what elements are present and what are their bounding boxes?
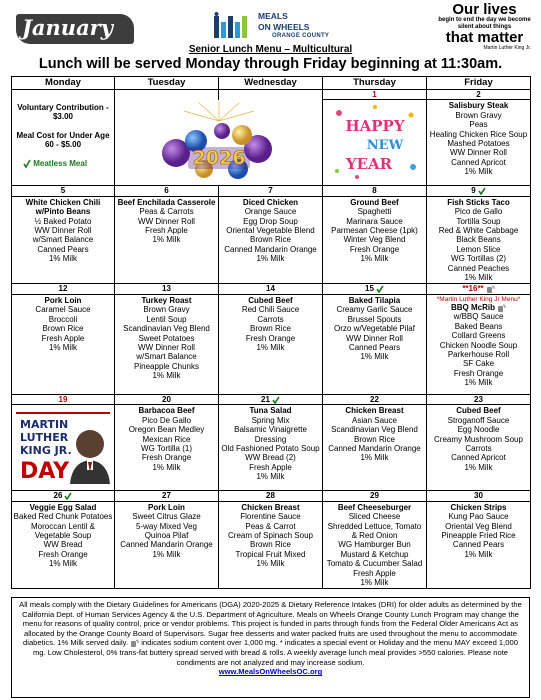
menu-item: Carrots <box>257 314 284 324</box>
mlk-menu-note: *Martin Luther King Jr Menu* <box>436 295 521 303</box>
menu-items <box>428 207 529 282</box>
menu-item: 1% Milk <box>48 559 77 569</box>
quote-line-3: that matter <box>445 29 524 46</box>
menu-item: Parkerhouse Roll <box>447 349 510 359</box>
menu-item: WW Dinner Roll <box>450 148 507 158</box>
menu-item: Orzo w/Vegetable Pilaf <box>334 324 415 334</box>
entree-name: Baked Tilapia <box>348 295 401 305</box>
menu-item: Peas <box>469 120 488 130</box>
menu-item: Egg Noodle <box>457 425 500 435</box>
menu-item: 1% Milk <box>256 559 285 569</box>
menu-cell <box>427 294 531 394</box>
menu-item: Balsamic Vinaigrette Dressing <box>234 425 307 444</box>
menu-item: Canned Apricot <box>451 453 506 463</box>
menu-items <box>324 512 425 587</box>
week-3-dates <box>12 284 531 294</box>
info-text <box>13 101 113 150</box>
menu-cell <box>12 294 115 394</box>
menu-items <box>220 416 321 482</box>
menu-item: Brussel Spouts <box>347 314 402 324</box>
date-number: 23 <box>427 394 531 404</box>
date-number-text: 9 <box>471 186 476 196</box>
menu-headline: Lunch will be served Monday through Friday beginning at 11:30am. <box>38 56 503 72</box>
date-number: 2 <box>427 90 531 100</box>
date-number: 5 <box>12 186 115 196</box>
menu-cell <box>219 196 323 284</box>
menu-item: Canned Mandarin Orange <box>120 540 213 550</box>
entree-name-text: BBQ McRib <box>451 302 495 312</box>
mlk-text-luther: LUTHER <box>20 431 69 445</box>
menu-item: Shredded Lettuce, Tomato & Red Onion <box>327 521 422 540</box>
entree-name: White Chicken Chili w/Pinto Beans <box>25 197 101 217</box>
menu-cell <box>427 405 531 491</box>
menu-item: Baked Red Chunk Potatoes <box>13 512 113 522</box>
meatless-check-icon <box>376 285 384 293</box>
mlk-day-image-cell <box>12 405 115 491</box>
menu-item: Tropical Fruit Mixed <box>235 549 306 559</box>
menu-cell <box>219 501 323 589</box>
footer-disclaimer <box>11 597 530 698</box>
menu-cell <box>115 294 219 394</box>
happy-new-year-image-cell <box>323 100 427 186</box>
menu-calendar <box>11 76 531 589</box>
mlk-day-image <box>14 406 112 484</box>
date-number <box>427 186 531 196</box>
menu-item: Baked Beans <box>454 321 503 331</box>
happy-new-year-image <box>327 101 423 181</box>
entree-name: Ground Beef <box>350 197 399 207</box>
menu-item: Creamy Garlic Sauce <box>336 305 413 315</box>
meatless-check-icon <box>478 187 486 195</box>
menu-item: w/Smart Balance <box>136 352 197 362</box>
date-number <box>115 90 219 100</box>
menu-item: WW Bread (2) <box>245 453 296 463</box>
menu-item: Oregon Bean Medley <box>128 425 205 435</box>
menu-cell <box>219 405 323 491</box>
menu-item: Brown Rice <box>250 324 291 334</box>
menu-item: 1% Milk <box>360 453 389 463</box>
menu-items <box>116 305 217 380</box>
menu-item: Broccoli <box>48 314 78 324</box>
menu-item: 1% Milk <box>152 549 181 559</box>
menu-item: Brown Rice <box>354 434 395 444</box>
menu-item: Brown Rice <box>42 324 84 334</box>
week-4-menus <box>12 405 531 491</box>
menu-item: Pineapple Chunks <box>134 361 199 371</box>
menu-item: Kung Pao Sauce <box>448 512 509 522</box>
menu-item: Brown Rice <box>250 235 291 245</box>
month-label: January <box>22 15 113 40</box>
date-number-text: **16** <box>462 284 484 294</box>
entree-name <box>428 303 529 312</box>
menu-item: ½ Baked Potato <box>34 216 92 226</box>
hello-label: HELLO <box>56 8 84 15</box>
salt-shaker-icon <box>130 639 139 647</box>
menu-item: 1% Milk <box>360 352 389 362</box>
entree-name: Cubed Beef <box>248 295 293 305</box>
menu-item: Red & White Cabbage <box>438 226 519 236</box>
menu-item: Fresh Apple <box>145 226 188 236</box>
salt-shaker-icon <box>486 285 495 293</box>
menu-item: Canned Mandarin Orange <box>328 443 421 453</box>
menu-item: WG Tortilla (1) <box>141 443 192 453</box>
entree-name: Tuna Salad <box>249 406 292 416</box>
menu-cell <box>323 405 427 491</box>
menu-cell <box>323 196 427 284</box>
entree-name: Beef Cheeseburger <box>337 502 412 512</box>
menu-item: WW Dinner Roll <box>346 333 403 343</box>
menu-item: Egg Drop Soup <box>243 216 298 226</box>
menu-item: Canned Peaches <box>447 263 510 273</box>
logo-mark-icon <box>212 12 256 40</box>
new-text: NEW <box>366 138 403 154</box>
date-number: 22 <box>323 394 427 404</box>
menu-item: Fresh Apple <box>249 462 292 472</box>
menu-item: Mexican Rice <box>142 434 191 444</box>
date-number: 29 <box>323 491 427 501</box>
menu-item: WG Hamburger Bun <box>338 540 411 550</box>
menu-item: Cream of Spinach Soup <box>228 530 313 540</box>
date-number-text: 15 <box>365 284 374 294</box>
entree-name: Salisbury Steak <box>448 101 509 111</box>
meatless-legend <box>13 159 113 168</box>
menu-item: Pineapple Fried Rice <box>441 530 516 540</box>
menu-item: Orange Sauce <box>244 207 297 217</box>
menu-items <box>428 111 529 177</box>
menu-item: Healing Chicken Rice Soup <box>429 129 528 139</box>
week-2-dates <box>12 186 531 196</box>
info-cell <box>12 100 115 186</box>
menu-item: Red Chili Sauce <box>241 305 300 315</box>
entree-name: Pork Loin <box>148 502 185 512</box>
menu-item: 1% Milk <box>152 462 181 472</box>
menu-cell <box>427 196 531 284</box>
menu-item: Brown Rice <box>250 540 291 550</box>
date-number: 1 <box>323 90 427 100</box>
menu-item: w/BBQ Sauce <box>453 312 504 322</box>
menu-item: Spaghetti <box>357 207 392 217</box>
menu-item: Peas & Carrots <box>139 207 194 217</box>
logo-text-county: ORANGE COUNTY <box>272 33 330 39</box>
menu-item: 1% Milk <box>360 577 389 587</box>
meatless-check-icon <box>272 396 280 404</box>
menu-cell <box>115 196 219 284</box>
menu-item: Tortilla Soup <box>456 216 501 226</box>
menu-item: Canned Pears <box>348 342 401 352</box>
menu-item: SF Cake <box>462 359 495 369</box>
menu-item: 1% Milk <box>152 371 181 381</box>
menu-items <box>428 512 529 559</box>
entree-name: Turkey Roast <box>141 295 192 305</box>
week-1-dates <box>12 90 531 100</box>
weekday-header: Wednesday <box>219 77 323 90</box>
date-number <box>427 284 531 294</box>
menu-item: WW Bread <box>43 540 83 550</box>
date-number: 6 <box>115 186 219 196</box>
menu-item: Collard Greens <box>451 331 506 341</box>
date-number: 12 <box>12 284 115 294</box>
menu-item: Fresh Apple <box>353 568 396 578</box>
menu-item: 1% Milk <box>48 254 77 264</box>
menu-item: Canned Apricot <box>451 157 506 167</box>
menu-items <box>220 512 321 568</box>
date-number: 20 <box>115 394 219 404</box>
menu-cell <box>323 501 427 589</box>
quote-line-2: begin to end the day we become silent about things <box>438 17 531 30</box>
entree-name: Barbacoa Beef <box>138 406 195 416</box>
menu-item: Moroccan Lentil & Vegetable Soup <box>30 521 96 540</box>
checkmark-icon <box>23 159 31 168</box>
menu-item: Caramel Sauce <box>35 305 91 315</box>
menu-cell <box>115 501 219 589</box>
meal-cost-text: Meal Cost for Under Age 60 - $5.00 <box>16 130 110 150</box>
mlk-text-day: DAY <box>20 459 70 485</box>
entree-name: Chicken Breast <box>241 502 300 512</box>
menu-item: 5-way Mixed Veg <box>136 521 197 531</box>
meatless-check-icon <box>64 492 72 500</box>
menu-subtitle: Senior Lunch Menu – Multicultural <box>188 44 353 55</box>
date-number <box>219 90 323 100</box>
menu-item: 1% Milk <box>464 462 493 472</box>
menu-item: Peas & Carrot <box>245 521 296 531</box>
date-number <box>219 394 323 404</box>
menu-item: Sliced Cheese <box>348 512 401 522</box>
weekday-header: Tuesday <box>115 77 219 90</box>
menu-item: Black Beans <box>456 235 501 245</box>
menu-item: Stroganoff Sauce <box>447 415 510 425</box>
contribution-text: Voluntary Contribution - $3.00 <box>17 102 109 122</box>
meatless-label: Meatless Meal <box>33 158 88 168</box>
menu-item: Canned Mandarin Orange <box>224 244 317 254</box>
date-number: 28 <box>219 491 323 501</box>
logo-text-wheels: ON WHEELS <box>258 22 310 32</box>
menu-item: Marinara Sauce <box>346 216 403 226</box>
menu-cell <box>115 405 219 491</box>
menu-item: Brown Gravy <box>455 110 502 120</box>
menu-item: Quinoa Pilaf <box>144 530 189 540</box>
menu-items <box>116 207 217 245</box>
menu-item: 1% Milk <box>464 273 493 283</box>
menu-item: Scandinavian Veg Blend <box>331 425 418 435</box>
quote-line-1: Our lives <box>452 1 517 18</box>
menu-item: WW Dinner Roll <box>138 342 195 352</box>
menu-items <box>428 312 529 387</box>
menu-item: Parmesan Cheese (1pk) <box>331 226 418 236</box>
menu-item: 1% Milk <box>152 235 181 245</box>
menu-item: Old Fashioned Potato Soup <box>221 443 320 453</box>
menu-item: 1% Milk <box>360 254 389 264</box>
date-number-text: 26 <box>53 491 63 501</box>
mlk-text-king: KING JR. <box>20 444 72 458</box>
menu-item: Fresh Orange <box>453 368 504 378</box>
date-number <box>323 284 427 294</box>
menu-cell <box>219 294 323 394</box>
weekday-header-row <box>12 77 531 90</box>
menu-item: WW Dinner Roll <box>34 226 92 236</box>
date-number: 8 <box>323 186 427 196</box>
menu-item: Fresh Orange <box>141 453 192 463</box>
year-text: 2026 <box>192 146 245 169</box>
menu-item: w/Smart Balance <box>32 235 94 245</box>
week-2-menus <box>12 196 531 284</box>
weekday-header: Friday <box>427 77 531 90</box>
menu-item: 1% Milk <box>464 378 493 388</box>
menu-item: Fresh Orange <box>245 333 296 343</box>
weekday-header: Thursday <box>323 77 427 90</box>
entree-name: Veggie Egg Salad <box>29 502 97 512</box>
mlk-text-martin: MARTIN <box>20 418 69 432</box>
year-word-text: YEAR <box>345 155 392 174</box>
date-number <box>12 90 115 100</box>
date-number: 13 <box>115 284 219 294</box>
salt-shaker-icon <box>497 304 506 312</box>
new-year-2026-image-cell <box>115 100 323 186</box>
menu-item: Fresh Apple <box>41 333 85 343</box>
week-5-menus <box>12 501 531 589</box>
menu-item: Mashed Potatoes <box>447 139 510 149</box>
menu-cell <box>323 294 427 394</box>
menu-item: Mustard & Ketchup <box>340 549 409 559</box>
menu-item: 1% Milk <box>256 472 285 482</box>
menu-item: Spring Mix <box>251 415 290 425</box>
footer-text: All meals comply with the Dietary Guidelines for Americans (DGA) 2020-2025 & Dietary Reference Intakes (DRI) for older adults as determined by the California Dept. of Human Services Agency & the U.S. Department of Agriculture. Meals on Wheels Orange County Lunch Program may change the menu for reasons of quality control, price or vendor problems. This project is funded in parts through funds from the Federal Older Americans Act as allocated by the Orange County Board of Supervisors. Sugar free desserts and water packed fruits are used throughout the menu to accommodate diabetics. 1% Milk served daily. <box>19 600 522 648</box>
menu-items <box>116 416 217 472</box>
date-number: 27 <box>115 491 219 501</box>
menu-item: 1% Milk <box>256 342 285 352</box>
menu-item: Scandinavian Veg Blend <box>123 324 210 334</box>
entree-name: Diced Chicken <box>242 197 299 207</box>
entree-name: Chicken Breast <box>345 406 404 416</box>
weekday-header: Monday <box>12 77 115 90</box>
menu-item: Lentil Soup <box>146 314 187 324</box>
menu-cell <box>12 501 115 589</box>
week-1-menus <box>12 100 531 186</box>
happy-text: HAPPY <box>344 117 405 136</box>
menu-items <box>13 217 113 264</box>
week-5-dates <box>12 491 531 501</box>
logo-text-meals: MEALS <box>258 11 288 21</box>
menu-item: Tomato & Cucumber Salad <box>326 559 423 569</box>
menu-item: Lemon Slice <box>456 244 501 254</box>
week-3-menus <box>12 294 531 394</box>
menu-items <box>13 305 113 352</box>
menu-cell <box>12 196 115 284</box>
entree-name: Beef Enchilada Casserole <box>117 197 216 207</box>
menu-items <box>220 207 321 263</box>
menu-items <box>324 305 425 361</box>
date-number: 19 <box>12 394 115 404</box>
menu-item: WW Dinner Roll <box>138 216 195 226</box>
menu-item: 1% Milk <box>48 342 77 352</box>
menu-item: 1% Milk <box>256 254 285 264</box>
quote-attribution: Martin Luther King Jr. <box>483 45 531 51</box>
entree-name: Cubed Beef <box>456 406 501 416</box>
menu-item: 1% Milk <box>464 167 493 177</box>
menu-item: Canned Pears <box>452 540 505 550</box>
menu-item: WG Tortillas (2) <box>451 254 506 264</box>
menu-items <box>13 512 113 568</box>
menu-items <box>116 512 217 559</box>
hello-january-badge <box>12 2 142 48</box>
menu-items <box>220 305 321 352</box>
entree-name: Chicken Strips <box>450 502 507 512</box>
menu-item: Oriental Veg Blend <box>445 521 512 531</box>
entree-name: Pork Loin <box>44 295 82 305</box>
date-number: 30 <box>427 491 531 501</box>
menu-item: Florentine Sauce <box>240 512 301 522</box>
menu-item: Brown Gravy <box>143 305 190 315</box>
date-number: 7 <box>219 186 323 196</box>
menu-cell <box>427 100 531 186</box>
menu-item: Fresh Orange <box>349 244 400 254</box>
menu-item: Winter Veg Blend <box>343 235 406 245</box>
entree-name: Fish Sticks Taco <box>447 197 510 207</box>
menu-item: 1% Milk <box>464 549 493 559</box>
footer-text-2: indicates sodium content over 1,000 mg. * indicates a special event or Holiday and the menu MAY exceed 1,000 mg. Low Cholesterol, 0% trans-fat buttery spread served with bread & rolls. A weekly average lunch meal provides >550 calories. Please note condiments are not analyzed and may increase sodium. <box>32 638 518 667</box>
date-number: 14 <box>219 284 323 294</box>
website-link[interactable]: www.MealsOnWheelsOC.org <box>218 667 323 677</box>
menu-item: Fresh Orange <box>38 549 88 559</box>
menu-items <box>428 416 529 472</box>
menu-item: Pico de Gallo <box>454 207 503 217</box>
menu-item: Asian Sauce <box>352 415 397 425</box>
menu-item: Chicken Noodle Soup <box>439 340 518 350</box>
date-number-text: 21 <box>261 394 270 404</box>
menu-items <box>324 207 425 263</box>
meals-on-wheels-logo <box>212 10 342 44</box>
week-4-dates <box>12 394 531 404</box>
menu-item: Canned Pears <box>37 244 89 254</box>
balloons-2026-image <box>154 101 284 181</box>
menu-items <box>324 416 425 463</box>
menu-item: Carrots <box>465 443 492 453</box>
menu-item: Sweet Potatoes <box>138 333 195 343</box>
menu-item: Creamy Mushroom Soup <box>434 434 523 444</box>
menu-item: Pico De Gallo <box>142 415 191 425</box>
menu-cell <box>427 501 531 589</box>
menu-item: Oriental Vegetable Blend <box>226 226 315 236</box>
date-number <box>12 491 115 501</box>
menu-item: Sweet Citrus Glaze <box>132 512 201 522</box>
